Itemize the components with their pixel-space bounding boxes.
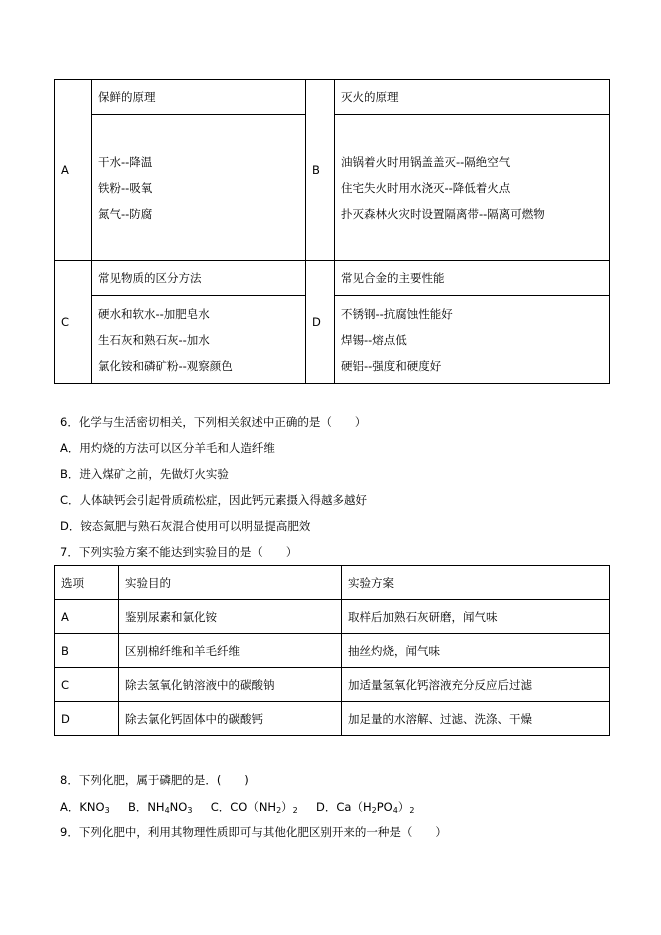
q8-stem: 8．下列化肥，属于磷肥的是．( ) [60, 773, 249, 787]
row-option: A [55, 600, 119, 634]
q8-option-c: C．$CO(NH_2)_2$ [210, 800, 298, 815]
table-row [55, 634, 610, 668]
q8-option-a: A．$KNO_3$ [60, 800, 110, 815]
option-a-header: 保鲜的原理 [92, 80, 306, 115]
option-d-line: 不锈钢--抗腐蚀性能好 [341, 306, 453, 321]
option-c-content [92, 296, 306, 384]
option-c-label: C [55, 261, 92, 384]
option-c-line: 生石灰和熟石灰--加水 [98, 332, 210, 347]
q7-table [54, 565, 610, 736]
row-option: D [55, 702, 119, 736]
option-a-content [92, 115, 306, 261]
row-option: B [55, 634, 119, 668]
header-plan: 实验方案 [342, 566, 610, 600]
option-b-line: 扑灭森林火灾时设置隔离带--隔离可燃物 [341, 206, 545, 221]
row-option: C [55, 668, 119, 702]
table-row [55, 702, 610, 736]
row-purpose: 除去氢氧化钠溶液中的碳酸钠 [119, 668, 342, 702]
row-plan: 加适量氢氧化钙溶液充分反应后过滤 [342, 668, 610, 702]
option-c-header: 常见物质的区分方法 [92, 261, 306, 296]
q6-option-a: A．用灼烧的方法可以区分羊毛和人造纤维 [60, 441, 275, 455]
option-d-header: 常见合金的主要性能 [335, 261, 610, 296]
q6-option-c: C．人体缺钙会引起骨质疏松症，因此钙元素摄入得越多越好 [60, 493, 368, 507]
q9-stem: 9．下列化肥中，利用其物理性质即可与其他化肥区别开来的一种是（ ） [60, 825, 447, 839]
option-c-line: 硬水和软水--加肥皂水 [98, 306, 210, 321]
header-option: 选项 [55, 566, 119, 600]
row-purpose: 区别棉纤维和羊毛纤维 [119, 634, 342, 668]
option-b-label: B [306, 80, 335, 261]
q8-option-d: D．$Ca(H_2PO_4)_2$ [316, 800, 415, 815]
row-purpose: 除去氯化钙固体中的碳酸钙 [119, 702, 342, 736]
option-a-line: 干水--降温 [98, 154, 153, 169]
option-c-line: 氯化铵和磷矿粉--观察颜色 [98, 358, 233, 373]
option-b-header: 灭火的原理 [335, 80, 610, 115]
option-d-label: D [306, 261, 335, 384]
table-header-row [55, 566, 610, 600]
q8-options [60, 799, 414, 819]
q5-options-table [54, 79, 610, 384]
option-a-line: 铁粉--吸氧 [98, 180, 153, 195]
table-row [55, 600, 610, 634]
row-plan: 抽丝灼烧，闻气味 [342, 634, 610, 668]
table-row [55, 668, 610, 702]
option-d-line: 焊锡--熔点低 [341, 332, 407, 347]
header-purpose: 实验目的 [119, 566, 342, 600]
option-b-content [335, 115, 610, 261]
q7-stem: 7．下列实验方案不能达到实验目的是（ ） [60, 545, 298, 559]
option-b-line: 住宅失火时用水浇灭--降低着火点 [341, 180, 511, 195]
q6-option-d: D．铵态氮肥与熟石灰混合使用可以明显提高肥效 [60, 519, 311, 533]
q6-option-b: B．进入煤矿之前，先做灯火实验 [60, 467, 229, 481]
option-a-line: 氮气--防腐 [98, 206, 153, 221]
row-purpose: 鉴别尿素和氯化铵 [119, 600, 342, 634]
option-b-line: 油锅着火时用锅盖盖灭--隔绝空气 [341, 154, 511, 169]
row-plan: 取样后加熟石灰研磨，闻气味 [342, 600, 610, 634]
option-a-label: A [55, 80, 92, 261]
row-plan: 加足量的水溶解、过滤、洗涤、干燥 [342, 702, 610, 736]
q6-stem: 6．化学与生活密切相关，下列相关叙述中正确的是（ ） [60, 415, 367, 429]
option-d-line: 硬铝--强度和硬度好 [341, 358, 442, 373]
q8-option-b: B．$NH_4NO_3$ [127, 800, 193, 815]
option-d-content [335, 296, 610, 384]
